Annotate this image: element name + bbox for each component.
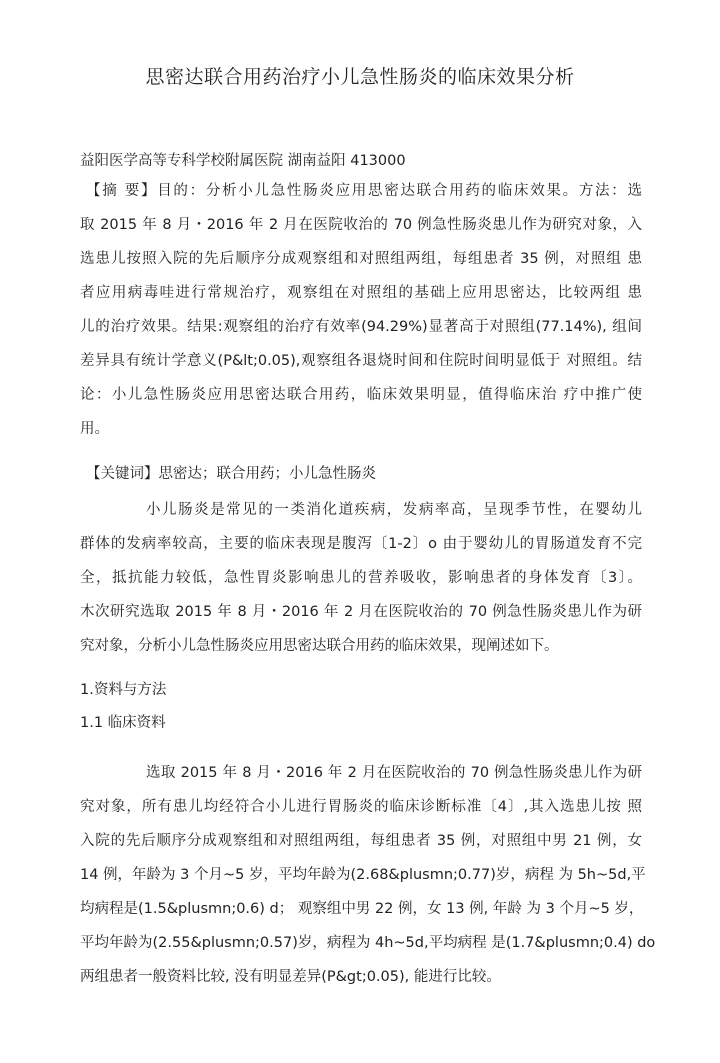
article-title: 思密达联合用药治疗小儿急性肠炎的临床效果分析 (145, 66, 575, 88)
abstract-line: 用。 (80, 421, 109, 437)
keywords: 【关键词】思密达；联合用药；小儿急性肠炎 (86, 466, 376, 482)
clinical-line: 选取 2015 年 8 月・2016 年 2 月在医院收治的 70 例急性肠炎患儿作为研 (146, 765, 642, 781)
abstract-line: 【摘 要】目的：分析小儿急性肠炎应用思密达联合用药的临床效果。方法：选 (86, 183, 642, 199)
clinical-data-paragraph (80, 756, 656, 994)
abstract-line: 差异具有统计学意义(P&lt;0.05),观察组各退烧时间和住院时间明显低于 对照组。结 (80, 353, 642, 369)
intro-line: 究对象，分析小儿急性肠炎应用思密达联合用药的临床效果，现阐述如下。 (80, 638, 559, 654)
abstract-line: 选患儿按照入院的先后顺序分成观察组和对照组两组，每组患者 35 例，对照组 患 (80, 251, 642, 267)
section-heading-methods: 1.资料与方法 (80, 682, 167, 698)
abstract-line: 儿的治疗效果。结果:观察组的治疗有效率(94.29%)显著高于对照组(77.14%), 组间 (80, 319, 642, 335)
clinical-line: 均病程是(1.5&plusmn;0.6) d； 观察组中男 22 例，女 13 例, 年龄 为 3 个月~5 岁， (80, 901, 644, 917)
abstract-line: 者应用病毒哇进行常规治疗，观察组在对照组的基础上应用思密达，比较两组 患 (80, 285, 642, 301)
abstract-paragraph (80, 174, 642, 446)
clinical-line: 14 例，年龄为 3 个月~5 岁，平均年龄为(2.68&plusmn;0.77)岁，病程 为 5h~5d,平 (80, 867, 646, 883)
intro-line: 木次研究选取 2015 年 8 月・2016 年 2 月在医院收治的 70 例急性肠炎患儿作为研 (80, 604, 642, 620)
clinical-line: 究对象，所有患儿均经符合小儿进行胃肠炎的临床诊断标准〔4〕,其入选患儿按 照 (80, 799, 642, 815)
clinical-line: 入院的先后顺序分成观察组和对照组两组，每组患者 35 例，对照组中男 21 例，女 (80, 833, 642, 849)
intro-paragraph (80, 493, 642, 663)
clinical-line: 两组患者一般资料比较, 没有明显差异(P&gt;0.05), 能进行比较。 (80, 969, 501, 985)
subsection-heading-clinical-data: 1.1 临床资料 (80, 715, 166, 731)
intro-line: 小儿肠炎是常见的一类消化道疾病，发病率高，呈现季节性，在婴幼儿 (146, 502, 642, 518)
intro-line: 群体的发病率较高，主要的临床表现是腹泻〔1-2〕o 由于婴幼儿的胃肠道发育不完 (80, 536, 642, 552)
abstract-line: 取 2015 年 8 月・2016 年 2 月在医院收治的 70 例急性肠炎患儿作为研究对象，入 (80, 217, 642, 233)
clinical-line: 平均年龄为(2.55&plusmn;0.57)岁，病程为 4h~5d,平均病程 是(1.7&plusmn;0.4) do (80, 935, 656, 951)
author-affiliation: 益阳医学高等专科学校附属医院 湖南益阳 413000 (80, 153, 406, 169)
intro-line: 全，抵抗能力较低，急性胃炎影响患儿的营养吸收，影响患者的身体发育〔3〕。 (80, 570, 642, 586)
abstract-line: 论：小儿急性肠炎应用思密达联合用药，临床效果明显，值得临床治 疗中推广使 (80, 387, 642, 403)
